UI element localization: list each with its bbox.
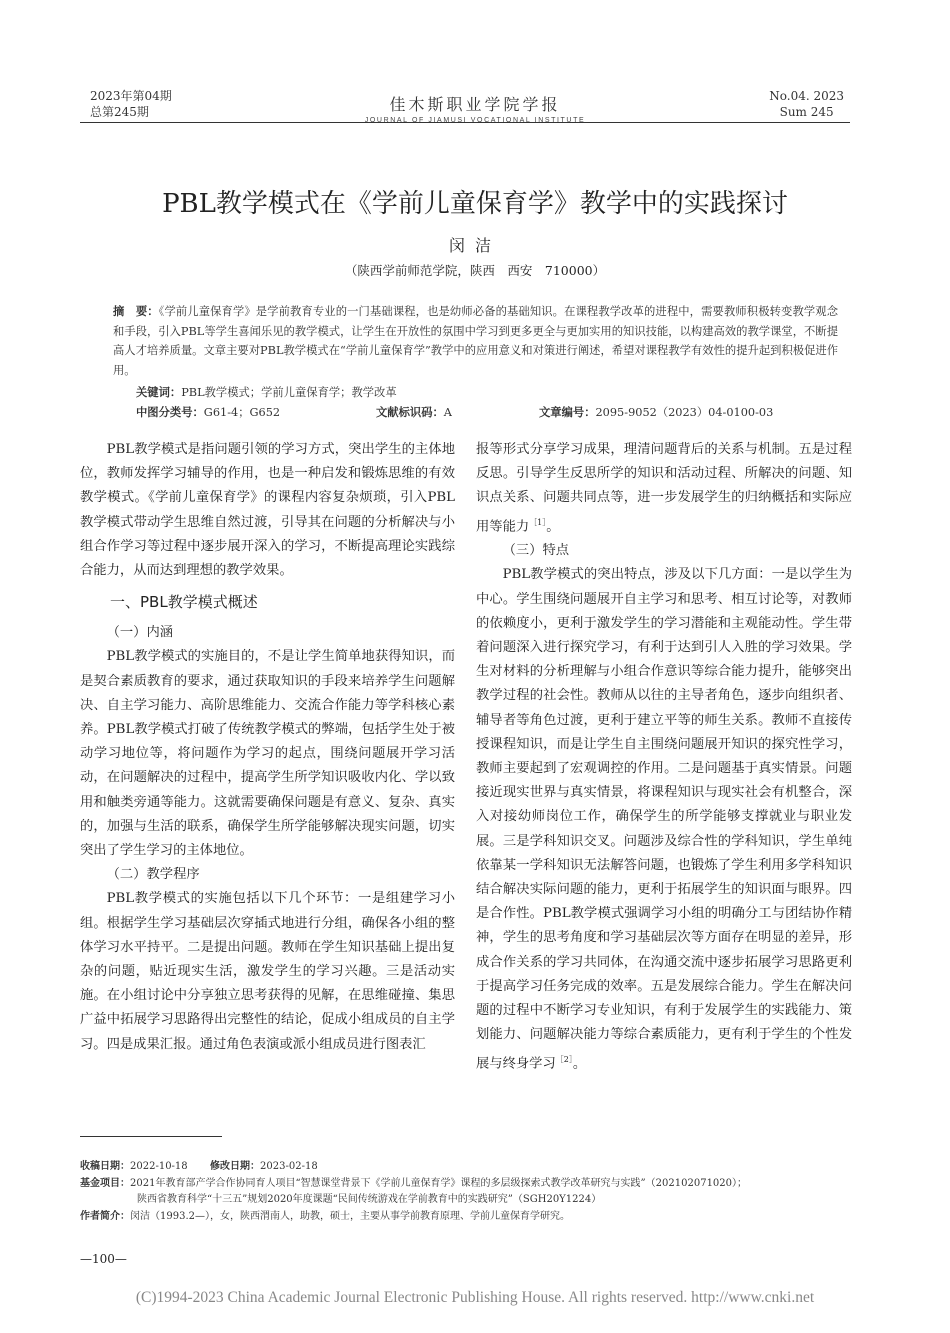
- body-paragraph: PBL教学模式的实施包括以下几个环节：一是组建学习小组。根据学生学习基础层次穿插式地进行分组，确保各小组的整体学习水平持平。二是提出问题。教师在学生知识基础上提出复杂的问题，贴近现实生活，激发学生的学习兴趣。三是活动实施。在小组讨论中分享独立思考获得的见解，在思维碰撞、集思广益中拓展学习思路得出完整性的结论，促成小组成员的自主学习。四是成果汇报。通过角色表演或派小组成员进行图表汇: [80, 891, 455, 1052]
- citation-ref: ［1］: [529, 517, 547, 527]
- body-column-right: [476, 438, 852, 1076]
- keywords-text: PBL教学模式；学前儿童保育学；教学改革: [181, 386, 397, 399]
- header-rule: [80, 122, 850, 123]
- subsection-heading: （三）特点: [502, 543, 570, 559]
- copyright-line: (C)1994-2023 China Academic Journal Electronic Publishing House. All rights reserved. http://www.cnki.net: [135, 1289, 815, 1306]
- fund-line: 基金项目：2021年教育部产学合作协同育人项目“智慧课堂背景下《学前儿童保育学》课程的多层级探索式教学改革研究与实践”（202102071020）；: [80, 1177, 748, 1189]
- document-code: 文献标识码：A: [376, 406, 452, 419]
- clc-code: 中图分类号：G61-4；G652: [136, 406, 281, 419]
- body-paragraph: 报等形式分享学习成果，理清问题背后的关系与机制。五是过程反思。引导学生反思所学的知识和活动过程、所解决的问题、知识点关系、问题共同点等，进一步发展学生的归纳概括和实际应用等能力$^{[1]}$。: [476, 442, 852, 535]
- dates-line: 收稿日期：2022-10-18 修改日期：2023-02-18: [80, 1161, 318, 1172]
- section-heading: 一、PBL教学模式概述: [110, 593, 258, 612]
- subsection-heading: （一）内涵: [106, 625, 174, 641]
- body-column-left: [80, 438, 455, 1057]
- abstract: [113, 302, 838, 380]
- subsection-heading: （二）教学程序: [106, 867, 200, 883]
- paper-title: PBL教学模式在《学前儿童保育学》教学中的实践探讨: [162, 189, 788, 219]
- journal-name-en: JOURNAL OF JIAMUSI VOCATIONAL INSTITUTE: [364, 117, 586, 124]
- citation-ref: ［2］: [555, 1054, 573, 1064]
- year-issue: 2023年第04期: [90, 89, 172, 103]
- page-number: —100—: [80, 1252, 127, 1266]
- fund-line-2: 陕西省教育科学“十三五”规划2020年度课题“民间传统游戏在学前教育中的实践研究”（SGH20Y1224）: [137, 1194, 602, 1205]
- issue-sum: Sum 245: [779, 105, 834, 119]
- article-number: 文章编号：2095-9052（2023）04-0100-03: [539, 406, 774, 419]
- keywords-label: 关键词：: [136, 386, 182, 399]
- keywords: [136, 384, 397, 400]
- abstract-label: 摘 要：: [113, 305, 159, 318]
- abstract-text: 《学前儿童保育学》是学前教育专业的一门基础课程，也是幼师必备的基础知识。在课程教学改革的进程中，需要教师积极转变教学观念和手段，引入PBL等学生喜闻乐见的教学模式，让学生在开放性的氛围中学习到更多更全与更加实用的知识技能，以构建高效的教学课堂，不断提高人才培养质量。文章主要对PBL教学模式在“学前儿童保育学”教学中的应用意义和对策进行阐述，希望对课程教学有效性的提升起到积极促进作用。: [113, 305, 838, 377]
- author-affiliation: （陕西学前师范学院，陕西 西安 710000）: [344, 263, 606, 278]
- footnote-rule: [80, 1136, 222, 1137]
- body-paragraph: PBL教学模式的实施目的，不是让学生简单地获得知识，而是契合素质教育的要求，通过获取知识的手段来培养学生问题解决、自主学习能力、高阶思维能力、交流合作能力等学科核心素养。PBL教学模式打破了传统教学模式的弊端，包括学生处于被动学习地位等，将问题作为学习的起点，围绕问题展开学习活动，在问题解决的过程中，提高学生所学知识吸收内化、学以致用和触类旁通等能力。这就需要确保问题是有意义、复杂、真实的，加强与生活的联系，确保学生所学能够解决现实问题，切实突出了学生学习的主体地位。: [80, 649, 455, 859]
- total-issue: 总第245期: [90, 105, 149, 119]
- footnotes: [80, 1159, 860, 1225]
- author-name: 闵洁: [448, 236, 501, 255]
- issue-number: [769, 88, 844, 120]
- author-bio: 作者简介：闵洁（1993.2—），女，陕西渭南人，助教，硕士，主要从事学前教育原理、学前儿童保育学研究。: [80, 1210, 570, 1222]
- journal-name-cn: 佳木斯职业学院学报: [389, 95, 561, 114]
- body-paragraph: PBL教学模式的突出特点，涉及以下几方面：一是以学生为中心。学生围绕问题展开自主学习和思考、相互讨论等，对教师的依赖度小，更利于激发学生的学习潜能和主观能动性。学生带着问题深入进行探究学习，有利于达到引人入胜的学习效果。学生对材料的分析理解与小组合作意识等综合能力提升，能够突出教学过程的社会性。教师从以往的主导者角色，逐步向组织者、辅导者等角色过渡，更利于建立平等的师生关系。教师不直接传授课程知识，而是让学生自主围绕问题展开知识的探究性学习，教师主要起到了宏观调控的作用。二是问题基于真实情景。问题接近现实世界与真实情景，将课程知识与现实社会有机整合，深入对接幼师岗位工作，确保学生的所学能够支撑就业与职业发展。三是学科知识交叉。问题涉及综合性的学科知识，学生单纯依靠某一学科知识无法解答问题，也锻炼了学生利用多学科知识结合解决实际问题的能力，更利于拓展学生的知识面与眼界。四是合作性。PBL教学模式强调学习小组的明确分工与团结协作精神，学生的思考角度和学习基础层次等方面存在明显的差异，形成合作关系的学习共同体，在沟通交流中逐步拓展学习思路更利于提高学习任务完成的效率。五是发展综合能力。学生在解决问题的过程中不断学习专业知识，有利于发展学生的实践能力、策划能力、问题解决能力等综合素质能力，更有利于学生的个性发展与终身学习$^{[2]}$。: [476, 567, 852, 1071]
- issue-no: No.04. 2023: [769, 89, 844, 103]
- intro-paragraph: PBL教学模式是指问题引领的学习方式，突出学生的主体地位，教师发挥学习辅导的作用，也是一种启发和锻炼思维的有效教学模式。《学前儿童保育学》的课程内容复杂烦琐，引入PBL教学模式带动学生思维自然过渡，引导其在问题的分析解决与小组合作学习等过程中逐步展开深入的学习，不断提高理论实践综合能力，从而达到理想的教学效果。: [80, 442, 455, 579]
